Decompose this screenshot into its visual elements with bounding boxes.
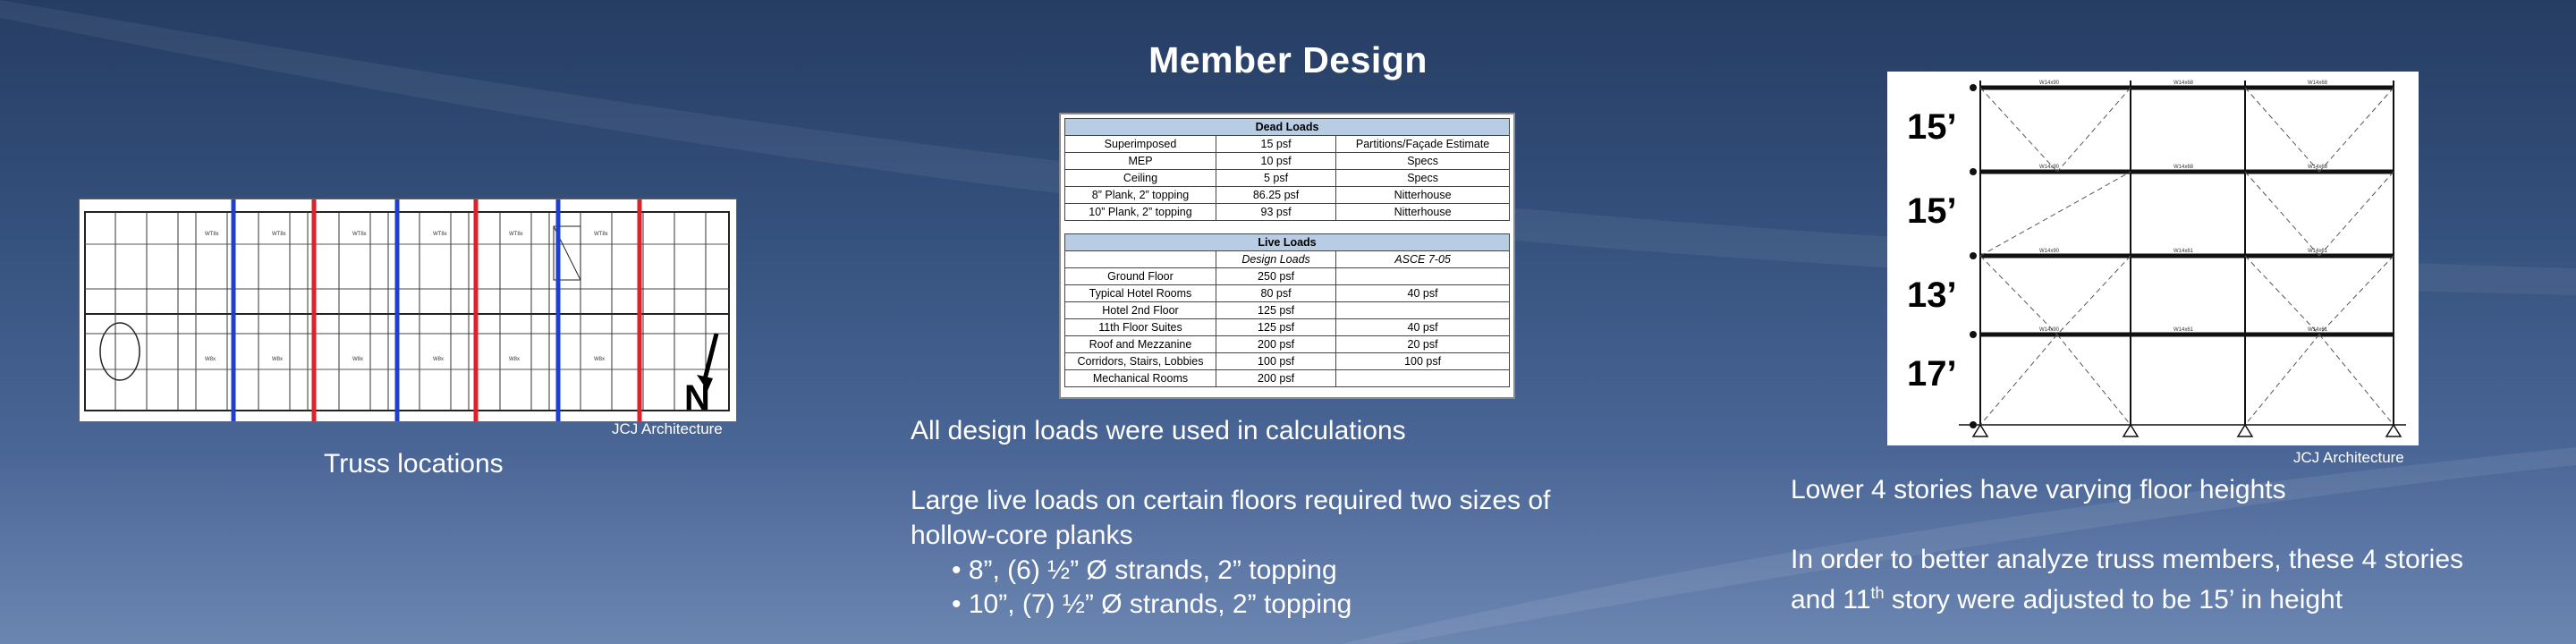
analysis-text-line2: [1791, 576, 2343, 617]
cell: 11th Floor Suites: [1065, 319, 1216, 336]
cell: Ceiling: [1065, 170, 1216, 187]
cell: Typical Hotel Rooms: [1065, 285, 1216, 302]
slide-title: Member Design: [1148, 39, 1428, 80]
cell: 80 psf: [1216, 285, 1335, 302]
cell: Ground Floor: [1065, 268, 1216, 285]
svg-text:W14x61: W14x61: [2308, 249, 2328, 254]
story-height-1: 15’: [1907, 107, 1957, 147]
design-loads-text: All design loads were used in calculations: [911, 416, 1406, 445]
planks-text: Large live loads on certain floors required two sizes of hollow-core planks: [911, 486, 1551, 550]
frame-elevation-drawing: [1887, 72, 2419, 445]
cell: 100 psf: [1336, 353, 1510, 370]
cell: Superimposed: [1065, 136, 1216, 153]
north-label: N: [684, 378, 710, 418]
cell: 10” Plank, 2” topping: [1065, 204, 1216, 221]
table-row: [1065, 153, 1510, 170]
svg-text:WT8x: WT8x: [352, 232, 367, 237]
svg-text:W14x90: W14x90: [2039, 327, 2060, 333]
cell: 125 psf: [1216, 319, 1335, 336]
cell: [1065, 251, 1216, 268]
dead-loads-table: [1064, 118, 1510, 221]
table-row: [1065, 170, 1510, 187]
svg-text:W8x: W8x: [594, 357, 605, 362]
cell: Nitterhouse: [1336, 187, 1510, 204]
svg-text:W14x61: W14x61: [2174, 249, 2194, 254]
frame-credit: JCJ Architecture: [2293, 449, 2404, 466]
svg-text:W14x68: W14x68: [2174, 80, 2194, 86]
cell: [1336, 370, 1510, 387]
cell: [1336, 302, 1510, 319]
plan-caption: Truss locations: [324, 449, 504, 479]
table-row: [1065, 187, 1510, 204]
table-row: [1065, 302, 1510, 319]
cell: [1336, 268, 1510, 285]
svg-text:WT8x: WT8x: [509, 232, 523, 237]
svg-text:W8x: W8x: [352, 357, 363, 362]
svg-text:WT8x: WT8x: [594, 232, 608, 237]
floor-plan-image: [79, 199, 737, 422]
cell: Hotel 2nd Floor: [1065, 302, 1216, 319]
cell: 93 psf: [1216, 204, 1335, 221]
svg-text:W14x68: W14x68: [2174, 165, 2194, 170]
svg-text:W14x61: W14x61: [2174, 327, 2194, 333]
analysis-text-line1: In order to better analyze truss members, these 4 stories: [1791, 545, 2464, 574]
table-row: [1065, 336, 1510, 353]
cell: Partitions/Façade Estimate: [1336, 136, 1510, 153]
cell: 200 psf: [1216, 336, 1335, 353]
cell: 8” Plank, 2” topping: [1065, 187, 1216, 204]
cell: 200 psf: [1216, 370, 1335, 387]
story-height-2: 15’: [1907, 191, 1957, 231]
analysis-text-pre: and 11: [1791, 585, 1871, 614]
table-row: [1065, 353, 1510, 370]
cell: 15 psf: [1216, 136, 1335, 153]
svg-text:W14x90: W14x90: [2039, 165, 2060, 170]
bullet-10in-plank: • 10”, (7) ½” Ø strands, 2” topping: [952, 589, 1352, 619]
svg-text:W8x: W8x: [205, 357, 216, 362]
svg-text:W14x90: W14x90: [2039, 80, 2060, 86]
cell: Specs: [1336, 153, 1510, 170]
floor-heights-text: Lower 4 stories have varying floor heights: [1791, 475, 2286, 504]
svg-text:WT8x: WT8x: [205, 232, 219, 237]
svg-text:W14x61: W14x61: [2308, 327, 2328, 333]
cell: 125 psf: [1216, 302, 1335, 319]
svg-text:WT8x: WT8x: [433, 232, 447, 237]
svg-text:W14x68: W14x68: [2308, 165, 2328, 170]
col-asce: ASCE 7-05: [1336, 251, 1510, 268]
frame-elevation-image: [1887, 72, 2419, 445]
cell: Nitterhouse: [1336, 204, 1510, 221]
svg-text:W8x: W8x: [509, 357, 520, 362]
cell: Mechanical Rooms: [1065, 370, 1216, 387]
cell: Roof and Mezzanine: [1065, 336, 1216, 353]
dead-loads-header: Dead Loads: [1065, 119, 1510, 136]
svg-text:W14x68: W14x68: [2308, 80, 2328, 86]
table-row: [1065, 268, 1510, 285]
cell: Corridors, Stairs, Lobbies: [1065, 353, 1216, 370]
analysis-text-post: story were adjusted to be 15’ in height: [1884, 585, 2343, 614]
svg-text:W8x: W8x: [272, 357, 283, 362]
load-tables: [1059, 113, 1515, 399]
svg-text:WT8x: WT8x: [272, 232, 286, 237]
cell: Specs: [1336, 170, 1510, 187]
table-row: [1065, 370, 1510, 387]
analysis-text-sup: th: [1870, 584, 1885, 602]
table-row: [1065, 204, 1510, 221]
floor-plan-drawing: [80, 199, 736, 421]
cell: 250 psf: [1216, 268, 1335, 285]
svg-text:W8x: W8x: [433, 357, 444, 362]
svg-text:W14x90: W14x90: [2039, 249, 2060, 254]
cell: 20 psf: [1336, 336, 1510, 353]
bullet-8in-plank: • 8”, (6) ½” Ø strands, 2” topping: [952, 555, 1337, 585]
table-row: [1065, 285, 1510, 302]
cell: 5 psf: [1216, 170, 1335, 187]
plan-credit: JCJ Architecture: [612, 420, 723, 437]
live-loads-header: Live Loads: [1065, 234, 1510, 251]
cell: 40 psf: [1336, 319, 1510, 336]
col-design-loads: Design Loads: [1216, 251, 1335, 268]
cell: 100 psf: [1216, 353, 1335, 370]
cell: MEP: [1065, 153, 1216, 170]
cell: 86.25 psf: [1216, 187, 1335, 204]
live-loads-table: [1064, 233, 1510, 387]
story-height-4: 17’: [1907, 354, 1957, 394]
story-height-3: 13’: [1907, 275, 1957, 315]
table-row: [1065, 319, 1510, 336]
cell: 10 psf: [1216, 153, 1335, 170]
cell: 40 psf: [1336, 285, 1510, 302]
table-row: [1065, 136, 1510, 153]
